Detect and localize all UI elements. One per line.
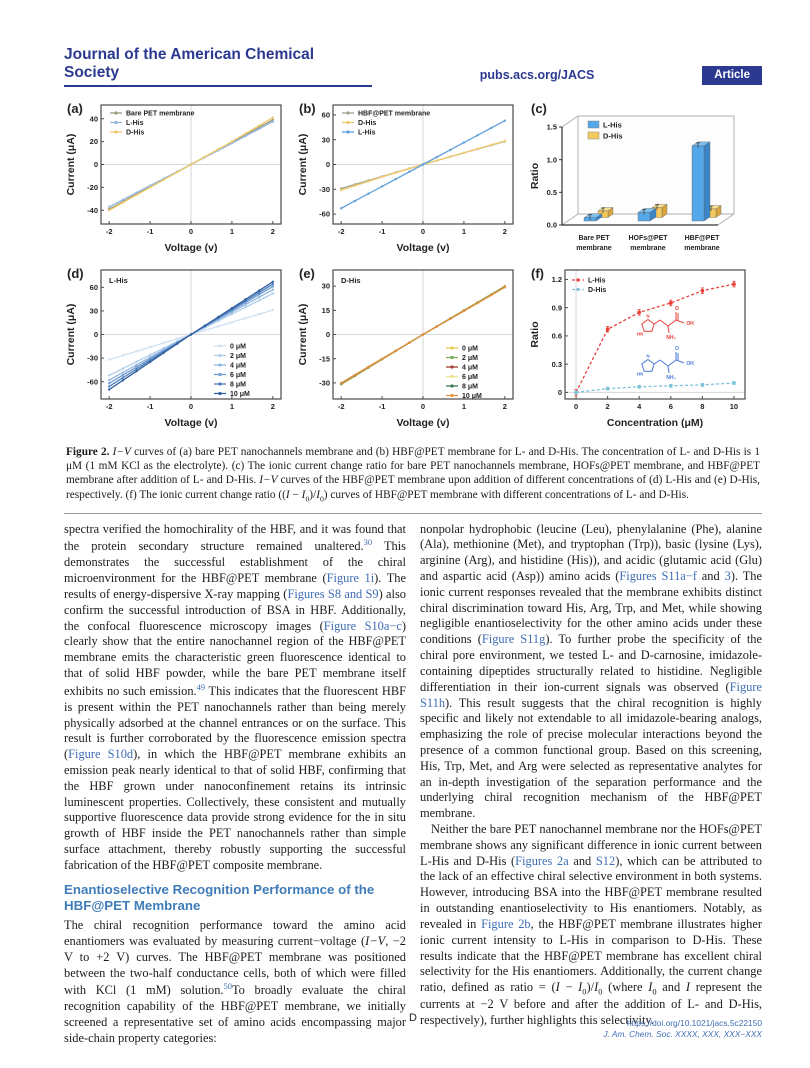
page-footer <box>64 1008 762 1060</box>
text-segment: 0 <box>582 986 587 997</box>
svg-text:L-His: L-His <box>126 119 144 127</box>
svg-text:Voltage (v): Voltage (v) <box>396 417 450 429</box>
inline-reference-link[interactable]: 49 <box>196 681 206 692</box>
body-paragraph <box>64 522 406 874</box>
chart-iv-bare-pet <box>64 97 290 257</box>
svg-text:30: 30 <box>321 135 330 145</box>
inline-reference-link[interactable]: Figure S10a−c <box>323 618 402 633</box>
svg-text:10: 10 <box>729 402 739 411</box>
figure-caption <box>66 445 760 504</box>
text-segment: This indicates that the fluorescent HBF is present within the PET nanochannels rather than being merely physically adsorbed at the channel entrances or on the surface. This result is further corroborated by the fluorescence emission spectra ( <box>64 683 406 762</box>
svg-text:-40: -40 <box>87 205 98 215</box>
svg-text:membrane: membrane <box>684 245 720 252</box>
svg-text:-1: -1 <box>146 402 154 411</box>
svg-text:D-His: D-His <box>358 119 377 127</box>
svg-text:-2: -2 <box>105 402 113 411</box>
inline-reference-link[interactable]: 50 <box>223 981 232 992</box>
svg-text:(c): (c) <box>531 101 547 116</box>
inline-reference-link[interactable]: 3 <box>724 569 731 584</box>
text-segment: 0 <box>598 986 603 997</box>
text-segment: I <box>316 488 320 501</box>
svg-text:Voltage (v): Voltage (v) <box>164 242 218 254</box>
svg-text:6 μM: 6 μM <box>462 373 478 381</box>
svg-text:1.0: 1.0 <box>546 155 557 165</box>
svg-text:8: 8 <box>700 402 705 411</box>
svg-text:N: N <box>646 353 650 359</box>
svg-text:-30: -30 <box>319 184 330 194</box>
svg-text:D-His: D-His <box>603 131 623 141</box>
svg-text:-60: -60 <box>319 209 330 219</box>
svg-text:0: 0 <box>325 330 330 340</box>
svg-text:Voltage (v): Voltage (v) <box>164 417 218 429</box>
svg-text:0: 0 <box>557 388 562 398</box>
text-segment: I <box>648 980 653 995</box>
svg-text:2: 2 <box>270 402 275 411</box>
svg-text:40: 40 <box>89 114 98 124</box>
svg-text:(e): (e) <box>299 266 315 281</box>
svg-text:(f): (f) <box>531 266 544 281</box>
svg-text:NH₂: NH₂ <box>666 375 676 381</box>
text-segment: I <box>685 980 691 995</box>
svg-text:0: 0 <box>573 402 579 411</box>
svg-text:0: 0 <box>93 330 98 340</box>
svg-text:6 μM: 6 μM <box>230 371 246 379</box>
inline-reference-link[interactable]: Figures 2a <box>515 853 569 868</box>
text-segment: and <box>696 569 725 584</box>
svg-text:0: 0 <box>420 402 426 411</box>
svg-text:0.0: 0.0 <box>546 220 557 230</box>
inline-reference-link[interactable]: Figure S10d <box>68 747 134 762</box>
text-segment: − <box>289 488 302 501</box>
chart-iv-lhis-concentrations <box>64 262 290 432</box>
text-segment: I <box>301 488 306 501</box>
svg-text:0: 0 <box>325 160 330 170</box>
figure-panel-f <box>528 262 754 437</box>
svg-text:2: 2 <box>270 227 275 236</box>
page-header <box>64 46 762 87</box>
svg-text:30: 30 <box>89 306 98 316</box>
svg-text:Voltage (v): Voltage (v) <box>396 242 450 254</box>
svg-text:2: 2 <box>502 227 507 236</box>
svg-text:-2: -2 <box>337 227 345 236</box>
text-segment: and <box>568 853 596 868</box>
svg-text:20: 20 <box>89 137 98 147</box>
svg-text:8 μM: 8 μM <box>230 381 246 389</box>
text-segment: The chiral recognition performance toward the amino acid enantiomers was evaluated by measuring current−voltage ( <box>64 918 406 948</box>
inline-reference-link[interactable]: Figure S11g <box>481 632 546 647</box>
inline-reference-link[interactable]: Figure S11h <box>420 679 762 710</box>
chart-iv-dhis-concentrations <box>296 262 522 432</box>
text-segment: (where <box>602 980 649 995</box>
svg-text:-2: -2 <box>337 402 345 411</box>
svg-text:-30: -30 <box>319 378 330 388</box>
figure-2 <box>64 97 762 504</box>
text-segment: ). The ionic current responses revealed that the membrane exhibits distinct chiral discrimination toward His, Arg, Trp, and Met, while showing negligible enantioselectivity for the other amino acids under these conditions ( <box>420 569 762 647</box>
section-heading: Enantioselective Recognition Performance of the HBF@PET Membrane <box>64 881 375 913</box>
text-segment: ) curves of HBF@PET membrane with different concentrations of L- and D-His. <box>323 488 689 501</box>
section-divider <box>64 513 762 514</box>
text-segment: 0 <box>319 493 324 503</box>
text-segment: This demonstrates the successful establishment of the chiral microenvironment for the HBF@PET membrane ( <box>64 539 406 586</box>
inline-reference-link[interactable]: Figures S8 and S9 <box>287 586 379 601</box>
text-segment: ), in which the HBF@PET membrane exhibits an emission peak nearly identical to that of solid HBF, confirming that the HBF grown under nanoconfinement retains its intrinsic luminescent properties. Collectively, these consistent and mutually supportive fluorescence data provide strong evidence for the in situ growth of HBF inside the PET nanochannels rather than simple surface attachment, thereby robustly supporting the successful fabrication of the HBF@PET composite membrane. <box>64 747 406 872</box>
figure-panel-b <box>296 97 522 262</box>
svg-text:membrane: membrane <box>576 245 612 252</box>
svg-text:-2: -2 <box>105 227 113 236</box>
svg-text:Current (μA): Current (μA) <box>297 133 309 196</box>
svg-text:-1: -1 <box>378 227 386 236</box>
chart-ratio-vs-concentration <box>528 262 754 432</box>
svg-text:30: 30 <box>321 281 330 291</box>
figure-panel-e <box>296 262 522 437</box>
body-paragraph <box>420 522 762 822</box>
svg-text:60: 60 <box>321 110 330 120</box>
figure-panel-a <box>64 97 290 262</box>
svg-text:Ratio: Ratio <box>529 162 541 190</box>
text-segment: , the HBF@PET membrane illustrates higher ionic current intensity to L-His in comparison to D-His. These results indicate that the HBF@PET membrane has excellent chiral selectivity for the His enantiomers. Additionally, the current change ratio, defined as ratio = ( <box>420 916 763 995</box>
svg-text:0.6: 0.6 <box>551 331 562 341</box>
svg-text:-20: -20 <box>87 182 98 192</box>
journal-title[interactable]: Journal of the American Chemical Society <box>64 46 372 87</box>
inline-reference-link[interactable]: 30 <box>363 537 373 548</box>
svg-text:2: 2 <box>502 402 507 411</box>
text-segment: 0 <box>652 986 657 997</box>
text-segment: I−V <box>365 933 386 948</box>
svg-text:D-His: D-His <box>588 286 607 294</box>
right-column <box>420 522 762 1047</box>
svg-text:0.5: 0.5 <box>546 187 557 197</box>
svg-text:10 μM: 10 μM <box>462 392 482 400</box>
svg-text:0.9: 0.9 <box>551 303 562 313</box>
svg-text:0 μM: 0 μM <box>462 345 478 353</box>
text-segment: )/ <box>309 488 317 501</box>
svg-text:Current (μA): Current (μA) <box>65 303 77 366</box>
left-column <box>64 522 406 1047</box>
text-segment: )/ <box>586 980 595 995</box>
text-segment: ), which can be attributed to the lack of an effective chiral selective environment in both systems. However, introducing BSA into the HBF@PET membrane resulted in outstanding enantioselectivity to His enantiomers. Notably, as revealed in <box>420 853 762 931</box>
inline-reference-link[interactable]: Figure 1i <box>326 571 375 586</box>
svg-text:1.5: 1.5 <box>546 122 557 132</box>
page-number: D <box>409 1012 417 1024</box>
svg-text:Bare PET: Bare PET <box>578 235 610 242</box>
text-segment: 0 <box>305 493 310 503</box>
text-segment: ). To further probe the specificity of the chiral pore environment, we tested L- and D-carnosine, imidazole-containing dipeptides structurally related to histidine. Negligible differentiation in their ion-current signals was observed ( <box>420 632 762 694</box>
svg-text:HBF@PET: HBF@PET <box>684 235 720 242</box>
svg-text:D-His: D-His <box>341 276 361 285</box>
text-segment: − <box>559 980 579 995</box>
svg-text:N: N <box>646 313 650 319</box>
svg-text:L-His: L-His <box>588 277 606 285</box>
svg-text:1: 1 <box>461 227 466 236</box>
article-body <box>64 522 762 1047</box>
svg-text:2 μM: 2 μM <box>230 352 246 360</box>
svg-text:4 μM: 4 μM <box>230 362 246 370</box>
svg-text:2: 2 <box>605 402 610 411</box>
svg-text:Current (μA): Current (μA) <box>65 133 77 196</box>
svg-text:(a): (a) <box>67 101 83 116</box>
text-segment: and <box>656 980 686 995</box>
svg-text:0.3: 0.3 <box>551 359 562 369</box>
figure-panel-c <box>528 97 754 262</box>
svg-text:0: 0 <box>188 227 194 236</box>
svg-text:OH: OH <box>686 361 694 367</box>
text-segment: ) clearly show that the entire nanochannel region of the HBF@PET membrane emits the characteristic green fluorescence identical to that of solid HBF powder, while the bare PET membrane itself exhibits no such emission. <box>64 618 406 698</box>
svg-text:HN: HN <box>636 331 644 337</box>
svg-text:0 μM: 0 μM <box>230 343 246 351</box>
svg-text:-1: -1 <box>146 227 154 236</box>
svg-text:-60: -60 <box>87 377 98 387</box>
svg-text:4 μM: 4 μM <box>462 364 478 372</box>
svg-text:L-His: L-His <box>358 129 376 137</box>
svg-text:HBF@PET membrane: HBF@PET membrane <box>358 110 431 118</box>
text-segment: Neither the bare PET nanochannel membrane nor the HOFs@PET membrane shows any significant difference in ionic current between L-His and D-His ( <box>420 822 762 868</box>
svg-text:1.2: 1.2 <box>551 275 562 285</box>
figure-panel-d <box>64 262 290 437</box>
svg-text:HN: HN <box>636 371 644 377</box>
text-segment: curves of the HBF@PET membrane upon addition of different concentrations of (d) L-His and (e) D-His, respectively. (f) The ionic current change ratio (( <box>66 474 760 501</box>
svg-text:membrane: membrane <box>630 245 666 252</box>
svg-text:4: 4 <box>637 402 642 411</box>
svg-text:1: 1 <box>461 402 466 411</box>
svg-text:0: 0 <box>420 227 426 236</box>
text-segment: represent the currents at −2 V before and after the addition of L- and D-His, respectively), further highlights this selectivity. <box>420 980 762 1028</box>
svg-text:Current (μA): Current (μA) <box>297 303 309 366</box>
figure-panels-grid <box>64 97 762 437</box>
text-segment: ). The results of energy-dispersive X-ray mapping ( <box>64 571 406 601</box>
text-segment: To broadly evaluate the chiral recognition capability of the HBF@PET membrane, we initially screened a representative set of amino acids encompassing major side-chain property categories: <box>64 983 406 1045</box>
text-segment: ) also confirm the successful introduction of BSA in HBF. Additionally, the confocal fluorescence microscopy images ( <box>64 586 407 633</box>
inline-reference-link[interactable]: Figure 2b <box>481 916 531 931</box>
svg-text:-1: -1 <box>378 402 386 411</box>
svg-text:D-His: D-His <box>126 129 145 137</box>
text-segment: I <box>555 980 560 995</box>
text-segment: I <box>578 980 583 995</box>
svg-text:(b): (b) <box>299 101 316 116</box>
svg-text:L-His: L-His <box>109 276 128 285</box>
text-segment: I <box>594 980 599 995</box>
svg-text:2 μM: 2 μM <box>462 354 478 362</box>
inline-reference-link[interactable]: S12 <box>595 853 616 868</box>
svg-text:O: O <box>675 346 679 352</box>
svg-text:1: 1 <box>229 227 234 236</box>
text-segment: spectra verified the homochirality of the HBF, and it was found that the protein secondary structure remained unaltered. <box>64 521 406 554</box>
svg-text:-30: -30 <box>87 353 98 363</box>
text-segment: I−V <box>259 474 278 487</box>
svg-text:Ratio: Ratio <box>529 321 541 348</box>
chart-iv-hbf-pet <box>296 97 522 257</box>
text-segment: I−V <box>112 446 131 458</box>
svg-text:NH₂: NH₂ <box>666 335 676 341</box>
chart-ratio-bars-3d <box>528 97 754 257</box>
text-segment: curves of (a) bare PET nanochannels membrane and (b) HBF@PET membrane for L- and D-His. The concentration of L- and D-His is 1 μM (1 mM KCl as the electrolyte). (c) The ionic current change ratio for bare PET nanochannels membrane, HOFs@PET membrane, and HBF@PET membrane after addition of L- and D-His. <box>66 446 760 487</box>
journal-url-link[interactable]: pubs.acs.org/JACS <box>479 68 595 82</box>
svg-text:1: 1 <box>229 402 234 411</box>
text-segment: Figure 2. <box>66 446 113 458</box>
article-badge: Article <box>702 66 762 85</box>
inline-reference-link[interactable]: Figures S11a−f <box>619 569 697 584</box>
text-segment: nonpolar hydrophobic (leucine (Leu), phenylalanine (Phe), alanine (Ala), methionine (Met), and tryptophan (Trp)), basic (lysine (Lys), arginine (Arg), and histidine (His)), and acidic (glutamic acid (Glu) and aspartic acid (Asp)) amino acids ( <box>420 521 762 584</box>
svg-text:8 μM: 8 μM <box>462 383 478 391</box>
svg-text:L-His: L-His <box>603 120 622 130</box>
svg-text:10 μM: 10 μM <box>230 390 250 398</box>
svg-text:0: 0 <box>93 160 98 170</box>
svg-text:15: 15 <box>321 305 330 315</box>
body-paragraph <box>420 822 762 1029</box>
citation-line: J. Am. Chem. Soc. XXXX, XXX, XXX−XXX <box>603 1029 762 1040</box>
doi-link[interactable]: https://doi.org/10.1021/jacs.5c22150 <box>626 1018 762 1028</box>
svg-text:-15: -15 <box>319 354 330 364</box>
svg-text:(d): (d) <box>67 266 84 281</box>
footer-citation <box>603 1018 762 1041</box>
text-segment: , −2 V to +2 V) curves. The HBF@PET membrane was positioned between the two-half conductance cells, both of which were filled with KCl (1 mM) solution. <box>64 933 406 998</box>
svg-text:HOFs@PET: HOFs@PET <box>628 235 668 242</box>
text-segment: I <box>285 488 290 501</box>
svg-text:OH: OH <box>686 321 694 327</box>
svg-text:6: 6 <box>668 402 673 411</box>
svg-text:O: O <box>675 306 679 312</box>
svg-text:60: 60 <box>89 282 98 292</box>
svg-text:Bare PET membrane: Bare PET membrane <box>126 110 195 118</box>
svg-text:0: 0 <box>188 402 194 411</box>
svg-text:Concentration (μM): Concentration (μM) <box>606 417 704 429</box>
text-segment: ). This result suggests that the chiral recognition is highly specific and likely not extendable to all imidazole-bearing analogs, emphasizing the role of precise molecular interactions beyond the presence of a common functional group. Based on this screening, His, Trp, Met, and Arg were selected as representative analytes for an in-depth investigation of the separation performance and the underlying chiral recognition mechanism of the HBF@PET membrane. <box>420 695 762 821</box>
